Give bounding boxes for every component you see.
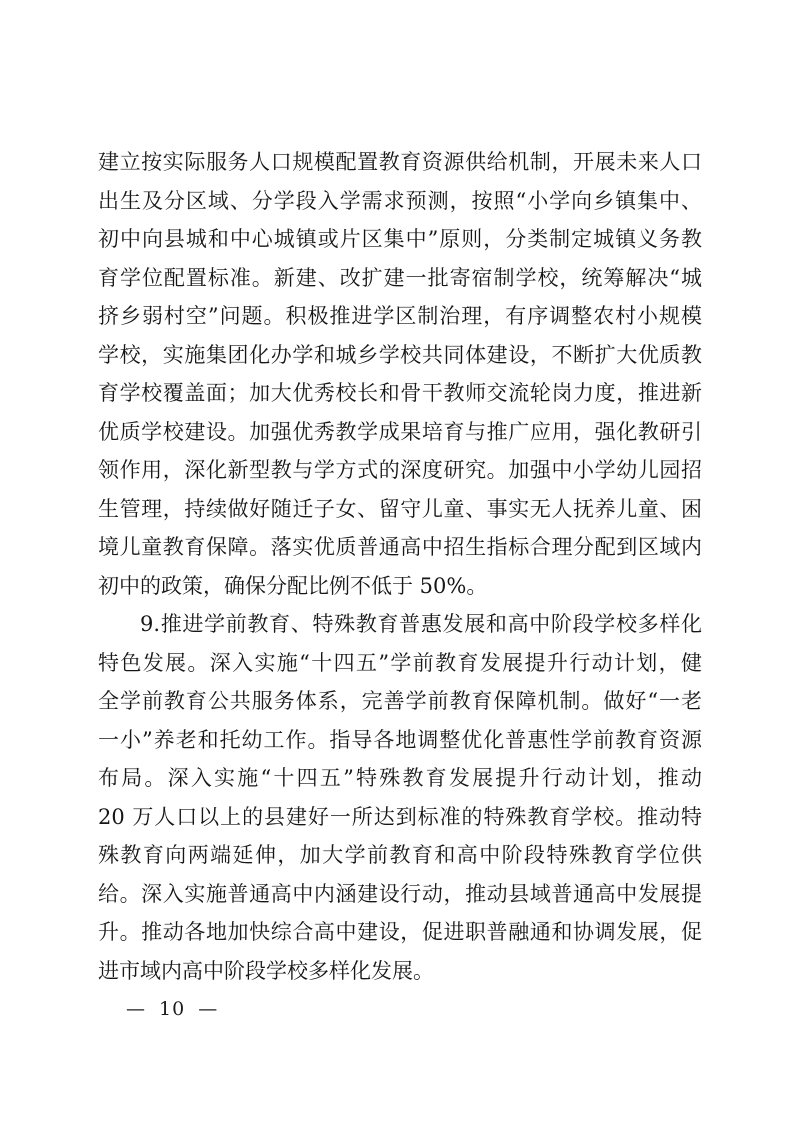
body-text xyxy=(98,143,702,990)
text-line: 初中的政策，确保分配比例不低于 50%。 xyxy=(98,573,488,598)
text-line: 学校，实施集团化办学和城乡学校共同体建设，不断扩大优质教 xyxy=(98,342,702,367)
text-line: 9.推进学前教育、特殊教育普惠发展和高中阶段学校多样化 xyxy=(140,612,702,636)
text-line: 育学位配置标准。新建、改扩建一批寄宿制学校，统筹解决“城 xyxy=(98,265,702,290)
text-line: 领作用，深化新型教与学方式的深度研究。加强中小学幼儿园招 xyxy=(98,458,702,482)
text-line: 境儿童教育保障。落实优质普通高中招生指标合理分配到区域内 xyxy=(98,535,702,559)
page-number: — 10 — xyxy=(126,998,219,1020)
text-line: 特色发展。深入实施“十四五”学前教育发展提升行动计划，健 xyxy=(98,650,702,675)
text-line: 生管理，持续做好随迁子女、留守儿童、事实无人抚养儿童、困 xyxy=(98,496,702,521)
text-line: 挤乡弱村空”问题。积极推进学区制治理，有序调整农村小规模 xyxy=(98,304,702,328)
text-line: 20 万人口以上的县建好一所达到标准的特殊教育学校。推动特 xyxy=(98,804,702,829)
text-line: 出生及分区域、分学段入学需求预测，按照“小学向乡镇集中、 xyxy=(98,188,702,213)
text-line: 初中向县城和中心城镇或片区集中”原则，分类制定城镇义务教 xyxy=(98,227,702,251)
text-line: 优质学校建设。加强优秀教学成果培育与推广应用，强化教研引 xyxy=(98,419,702,444)
text-line: 全学前教育公共服务体系，完善学前教育保障机制。做好“一老 xyxy=(98,689,702,713)
text-line: 进市域内高中阶段学校多样化发展。 xyxy=(98,958,434,983)
text-line: 布局。深入实施“十四五”特殊教育发展提升行动计划，推动 xyxy=(98,766,702,790)
text-line: 殊教育向两端延伸，加大学前教育和高中阶段特殊教育学位供 xyxy=(98,843,702,867)
text-line: 升。推动各地加快综合高中建设，促进职普融通和协调发展，促 xyxy=(98,920,702,944)
text-line: 一小”养老和托幼工作。指导各地调整优化普惠性学前教育资源 xyxy=(98,727,702,752)
text-line: 建立按实际服务人口规模配置教育资源供给机制，开展未来人口 xyxy=(98,150,702,174)
paragraph-item-9 xyxy=(98,605,702,990)
paragraph-continuation xyxy=(98,143,702,605)
text-line: 给。深入实施普通高中内涵建设行动，推动县域普通高中发展提 xyxy=(98,881,702,906)
text-line: 育学校覆盖面；加大优秀校长和骨干教师交流轮岗力度，推进新 xyxy=(98,381,702,405)
